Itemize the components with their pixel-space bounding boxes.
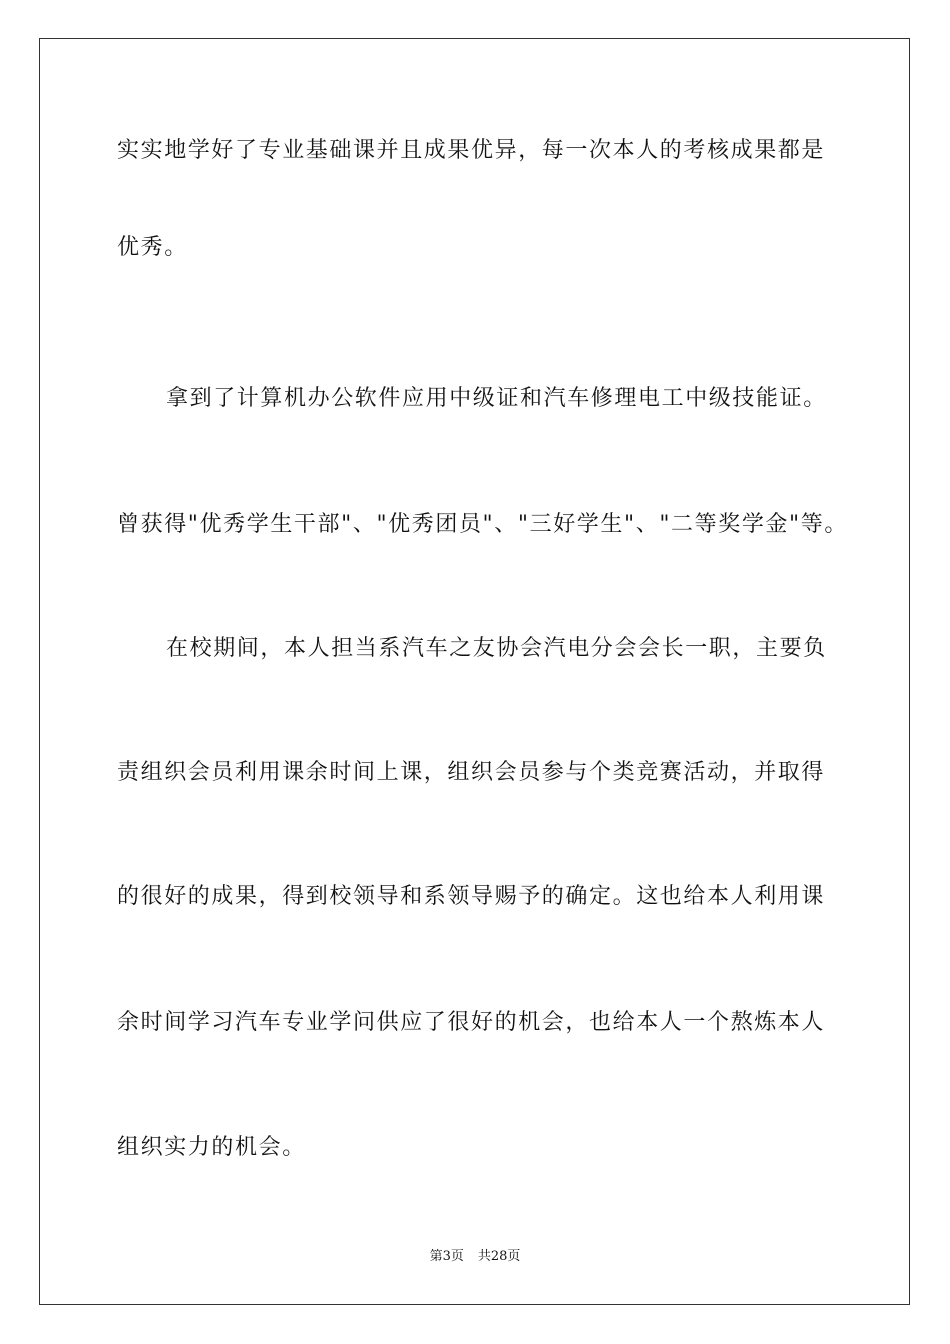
paragraph-line: 优秀。 xyxy=(117,235,188,260)
page-border xyxy=(39,38,910,1305)
paragraph-line: 实实地学好了专业基础课并且成果优异，每一次本人的考核成果都是 xyxy=(117,138,826,163)
paragraph-line: 责组织会员利用课余时间上课，组织会员参与个类竞赛活动，并取得 xyxy=(117,760,826,785)
paragraph-line: 的很好的成果，得到校领导和系领导赐予的确定。这也给本人利用课 xyxy=(117,884,826,909)
page-total: 共28页 xyxy=(477,1249,521,1264)
page-number: 第3页 xyxy=(429,1249,464,1264)
paragraph-line: 在校期间，本人担当系汽车之友协会汽电分会会长一职，主要负 xyxy=(166,636,827,661)
paragraph-line: 余时间学习汽车专业学问供应了很好的机会，也给本人一个熬炼本人 xyxy=(117,1010,826,1035)
paragraph-line: 拿到了计算机办公软件应用中级证和汽车修理电工中级技能证。 xyxy=(166,386,827,411)
paragraph-line: 组织实力的机会。 xyxy=(117,1135,306,1160)
paragraph-line: 曾获得"优秀学生干部"、"优秀团员"、"三好学生"、"二等奖学金"等。 xyxy=(117,512,848,537)
page-footer xyxy=(0,1248,950,1266)
